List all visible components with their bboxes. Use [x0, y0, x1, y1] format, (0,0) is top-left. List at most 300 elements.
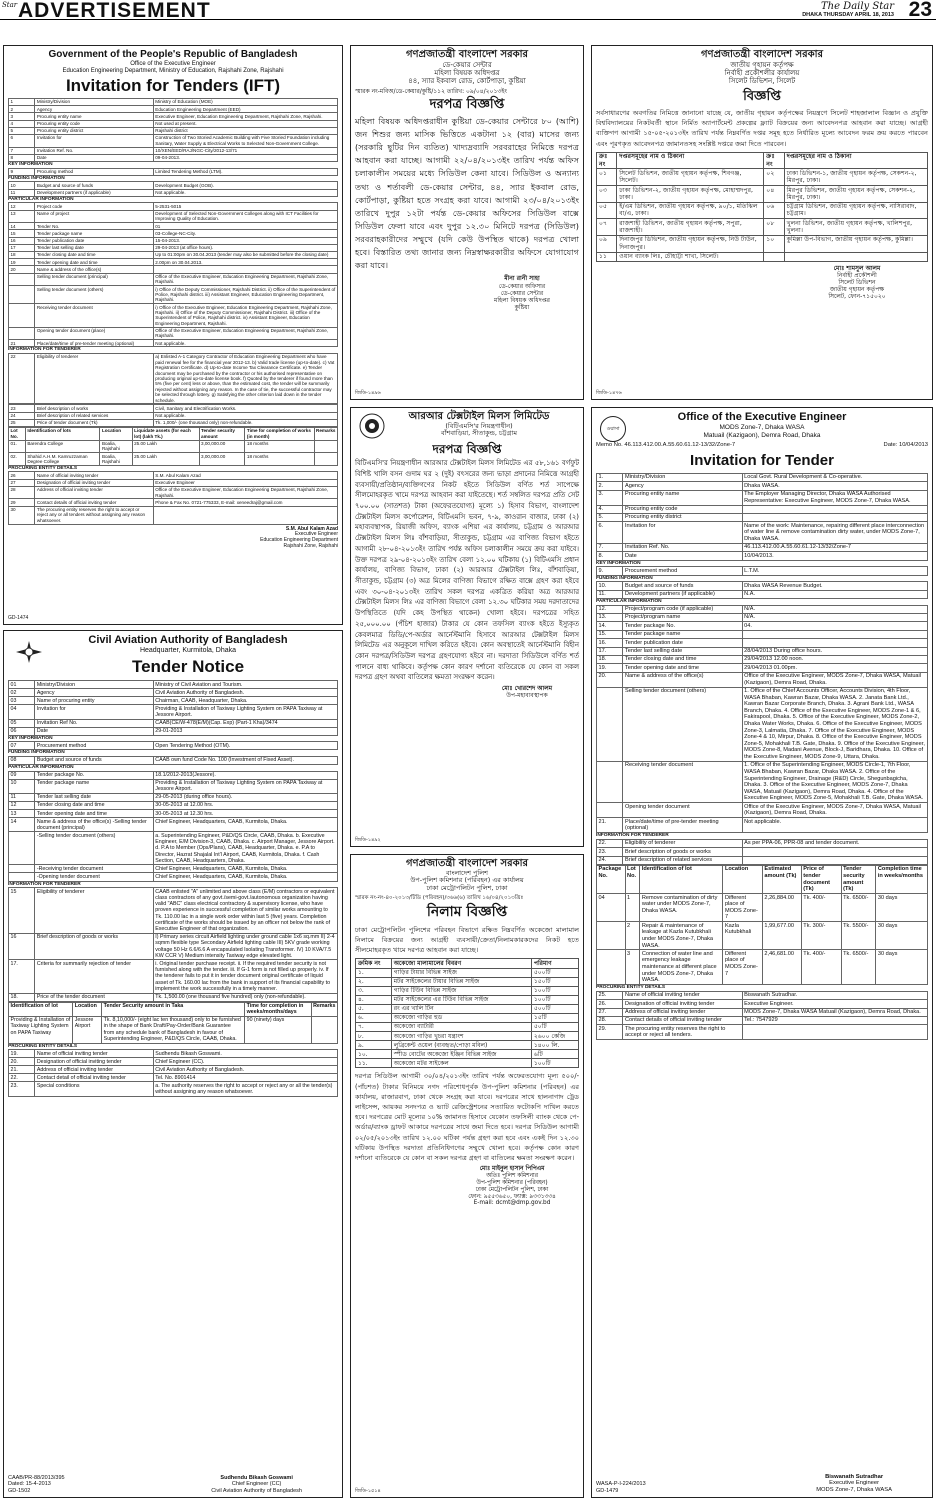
cell: Development Budget (GOB).	[153, 182, 337, 189]
cell: 15-04-2013.	[153, 237, 337, 244]
signatory-line: নির্বাহী প্রকৌশলী	[837, 271, 877, 279]
table-row	[9, 486, 338, 499]
cell: Ministry/Division	[35, 681, 153, 689]
cell: Kazla Kutubkhali	[723, 922, 762, 950]
ad-title: Invitation for Tenders (IFT)	[65, 75, 281, 95]
table-row	[597, 552, 928, 560]
cell: Selling tender document (others)	[35, 286, 153, 304]
cell: 01.	[9, 440, 26, 453]
cell: 30-05-2013 at 12.00 hrs.	[153, 802, 337, 810]
table-row	[597, 252, 928, 261]
cell: অকেজো ব্যাটারী	[391, 1022, 531, 1031]
table-row	[356, 1059, 579, 1068]
table-row	[9, 705, 338, 719]
cell: Date	[623, 552, 742, 560]
page-number: 23	[908, 0, 932, 21]
cell: 02	[9, 689, 35, 697]
cell: 08	[9, 757, 35, 765]
cell: Designation of official inviting tender	[623, 1000, 742, 1008]
cell: 21.	[597, 818, 623, 833]
cell: 16.	[597, 639, 623, 647]
signatory-line: ফোন: ৯৫৫৩৬৫০, ফ্যাক্স: ৯৩৩১৩৩৪	[468, 1193, 556, 1200]
cell: Address of official inviting tender	[623, 1008, 742, 1016]
table-row	[9, 106, 338, 113]
cell	[314, 440, 337, 453]
cell: 18 months	[245, 453, 314, 466]
signature-block	[475, 685, 579, 699]
table-row	[9, 210, 338, 223]
cell: Civil Aviation Authority of Bangladesh.	[153, 1066, 337, 1074]
table-row	[9, 99, 338, 106]
section-tenderer: INFORMATION FOR TENDERER	[8, 347, 81, 353]
cell: 23.	[597, 848, 623, 856]
table-row	[9, 412, 338, 419]
cell: 7.	[597, 543, 623, 551]
masthead	[0, 0, 936, 20]
cell: I) Primary series circuit Airfield lighting under ground cable 1x6 sq.mm II) 2-4 sqmm flexible type Secondary Airfield lighting cable III) 5KV grade working voltage 50 Hz 6.6/6.6 A encapsulated Isolating Transformer. IV) 10 KVA/7.5 KW CCR V) Medium intensity Taxiway edge elevated light.	[153, 933, 337, 960]
cell: Procuring entity name	[623, 490, 742, 505]
signatory-line: Executive Engineer	[294, 531, 338, 538]
table-row	[597, 630, 928, 638]
cell: 10	[9, 779, 35, 793]
particular-table	[596, 605, 928, 834]
table-row	[9, 120, 338, 127]
cell: 10/04/2013.	[742, 552, 927, 560]
cell: 24.	[597, 856, 623, 864]
caab-table	[8, 680, 338, 735]
table-row	[9, 273, 338, 286]
cell: Designation of official inviting tender	[35, 1058, 153, 1066]
cell: 25	[9, 419, 35, 426]
cell: Connection of water line and emergency leakage maintenance at different place under MODS Zone-7, Dhaka WASA.	[640, 950, 723, 985]
ift-table	[8, 98, 338, 162]
cell: Name of the work: Maintenance, repairing different place interconnection of water line & remove contamination dirty water, under MODS Zone-7, Dhaka WASA.	[742, 522, 927, 544]
cell: Tender opening date and time	[35, 259, 153, 266]
cell: Development partners (if applicable)	[623, 590, 742, 598]
table-row	[9, 1082, 338, 1096]
table-row	[9, 286, 338, 304]
table-row	[597, 839, 928, 847]
cell: Tk. 1,500.00 (one thousand five hundred) only (non-refundable).	[153, 993, 337, 1001]
column-header: Location	[73, 1002, 102, 1016]
cell: -Receiving tender document	[35, 865, 153, 873]
cell: গাড়ির টায়ার বিভিন্ন সাইজ	[391, 968, 531, 977]
cell: ১০.	[356, 1050, 392, 1059]
cell: 2,26,884.00	[762, 894, 801, 922]
cell	[764, 252, 784, 261]
cell: 10.	[597, 582, 623, 590]
cell: 90 (ninety) days	[245, 1016, 311, 1043]
wasa-logo-icon: ওয়াসা	[600, 416, 626, 442]
cell: 26.	[597, 1000, 623, 1008]
cell	[153, 506, 337, 524]
cell: 07	[9, 742, 35, 750]
table-row	[9, 832, 338, 865]
footer-line: WASA-P-I-224/2013	[596, 1481, 646, 1488]
table-header	[597, 866, 928, 894]
cell: মিরপুর ডিভিশন, জাতীয় গৃহায়ন কর্তৃপক্ষ, সেকশন-২, মিরপুর, ঢাকা।	[784, 186, 927, 203]
cell: 3	[9, 113, 35, 120]
cell: 25.00 Lakh	[132, 440, 199, 453]
cell: Project/program name	[623, 614, 742, 622]
cell	[597, 922, 626, 950]
funding-table	[8, 181, 338, 196]
cell: Tel.: 7547929	[742, 1017, 927, 1025]
table-row	[356, 1041, 579, 1050]
cell: মটর সাইকেলের এর টিউব বিভিন্ন সাইজ	[391, 995, 531, 1004]
cell: Procurement method	[35, 742, 153, 750]
cell: Address of official inviting tender	[35, 1066, 153, 1074]
ad-housing-sylhet	[591, 45, 933, 400]
cell: 8	[9, 154, 35, 161]
table-row	[9, 203, 338, 210]
cell: 29-05-2013 (during office hours).	[153, 794, 337, 802]
cell: Tel. No. 8901414	[153, 1074, 337, 1082]
cell: Dhaka WASA Revenue Budget.	[742, 582, 927, 590]
cell: Budget and source of funds	[623, 582, 742, 590]
cell: Tender closing date and time	[623, 655, 742, 663]
cell: The procuring entity reserves the right to accept or reject any or all tenders without assigning any reason whatsoever.	[35, 506, 153, 524]
memo-date: Date: 10/04/2013	[883, 442, 928, 449]
signature-block	[8, 527, 338, 551]
table-row	[9, 719, 338, 727]
ad-title: দরপত্র বিজ্ঞপ্তি	[432, 442, 502, 457]
cell: ৬.	[356, 1013, 392, 1022]
cell: 15	[9, 888, 35, 934]
cell: 25.00 Lakh	[132, 453, 199, 466]
cell: Chief Engineer, Headquarters, CAAB, Kurmitola, Dhaka.	[153, 818, 337, 832]
table-row	[9, 113, 338, 120]
ad-ref: স্মারক নং-নং-৪০-২০১৩/টিডি (পরিবহন)/৩৬৬(৬) তারিখ ১৬/০৪/২০১৩খ্রিঃ	[355, 894, 524, 901]
table-row	[356, 1013, 579, 1022]
cell: ১১	[597, 252, 617, 261]
section-procuring: PROCURING ENTITY DETAILS	[8, 1043, 78, 1049]
cell: 24	[9, 412, 35, 419]
cell: Executive Engineer, Education Engineering Department, Rajshahi Zone, Rajshahi.	[153, 113, 337, 120]
section-particular: PARTICULAR INFORMATION	[596, 599, 662, 605]
signatory-line: সিলেট ডিভিশন	[838, 278, 876, 286]
table-row	[9, 189, 338, 196]
cell: L.T.M.	[742, 567, 927, 575]
cell	[742, 1025, 927, 1040]
column-header: Remarks	[311, 1002, 337, 1016]
cell: Opening tender document	[623, 803, 742, 818]
cell: 2	[9, 106, 35, 113]
section-particular: PARTICULAR INFORMATION	[8, 196, 74, 202]
ad-footer	[596, 1481, 646, 1494]
cell: 11	[9, 794, 35, 802]
ad-code: GD-1502	[8, 1487, 31, 1494]
cell: Eligibility of tenderer	[35, 353, 153, 403]
signatory: মোঃ খোরশেদ আলম	[501, 685, 553, 693]
signatory-line: মহিলা বিষয়ক অধিদপ্তর	[494, 296, 550, 304]
cell: Tender No.	[35, 223, 153, 230]
table-row	[9, 771, 338, 779]
table-row	[597, 186, 928, 203]
cell: 1	[9, 99, 35, 106]
section-particular: PARTICULAR INFORMATION	[8, 765, 74, 771]
cell: Brief description of goods or works	[35, 933, 153, 960]
table-row	[9, 304, 338, 327]
ad-line: ৪৪, স্যার ইকবাল রোড, কোর্টপাড়া, কুষ্টিয়া	[408, 77, 526, 86]
table-row	[597, 639, 928, 647]
table-row	[9, 757, 338, 765]
cell: Tender last selling date	[623, 647, 742, 655]
cell: ০২	[764, 169, 784, 186]
ad-office: Office of the Executive Engineer	[677, 411, 847, 423]
cell: i) Office of the Deputy Commissioner, Rajshahi District. ii) Office of the Superintendent of Police, Rajshahi district. iii) Assistant Engineer, Education Engineering Department, Rajshahi.	[153, 286, 337, 304]
ad-title: দরপত্র বিজ্ঞপ্তি	[429, 96, 505, 112]
table-row	[9, 266, 338, 273]
cell: Chief Engineer, Headquarters, CAAB, Kurmitola, Dhaka.	[153, 873, 337, 881]
cell: Brief description of related services	[35, 412, 153, 419]
cell: Name of official inviting tender	[35, 1050, 153, 1058]
table-row	[597, 169, 928, 186]
cell: Price of tender document (Tk)	[35, 419, 153, 426]
table-row	[9, 794, 338, 802]
cell	[597, 950, 626, 985]
cell: 18.	[597, 655, 623, 663]
cell: 21.	[9, 1066, 35, 1074]
column-header: Liquidate assets (for each lot) (lakh Tk.)	[132, 427, 199, 440]
cell	[742, 848, 927, 856]
cell: Designation of official inviting tender	[35, 479, 153, 486]
ad-body: বিটিএমসি'র নিয়ন্ত্রণাধীন আরআর টেক্সটাইল মিলস লিমিটেড এর ৫৮,১৬১ বর্গফুট বিশিষ্ট খালি বসন গুদাম ঘর ২ (দুই) বৎসরের জন্য ভাড়া প্রদানের নিমিত্তে আগ্রহী ব্যবসায়ী/প্রতিষ্ঠান/ব্যক্তিগণের নিকট হইতে সিডিউল বর্ণিত শর্ত সাপেক্ষে সীলমোহরকৃত খামে দরপত্র আহবান করা যাইতেছে। শর্ত সম্বলিত দরপত্র প্রতি সেট ৭০০.০০ (সাতশত) টাকা (অফেরতযোগ্য) মূল্যে ১) হিসাব বিভাগ, বাংলাদেশ টেক্সটাইল মিলস কর্পোরেশন, বিটিএমসি ভবন, ৭-৯, কাওরান বাজার, ঢাকা (২) মহাব্যবস্থাপক, রিয়াজী অফিস, ব্যাংক এশিয়া এর কার্যালয়, চট্টগ্রাম ও আরআর টেক্সটাইল মিলস লিঃ বাঁশবাড়িয়া, সীতাকুন্ড, চট্টগ্রাম এর বাণিজ্য বিভাগ হইতে আগামী ২৮-০৪-২০১৩ইং তারিখ পর্যন্ত অফিস চলাকালীন সময়ে ক্রয় করা যাইবে। উক্ত দরপত্র ২৯-০৪-২০১৩ইং তারিখ বেলা ১২.০০ ঘটিকায় (১) বিটিএমসি প্রধান কার্যালয়, বাণিজ্য বিভাগ, ঢাকা (২) আরআর টেক্সটাইল লিঃ, বাঁশবাড়িয়া, সীতাকুন্ড, চট্টগ্রাম (৩) অত্র মিলের বাণিজ্য বিভাগে রক্ষিত বাক্সে গ্রহণ করা হইবে এবং ৩০-০৪-২০১৩ইং তারিখ সকল দরপত্র একত্রিত করিয়া অত্র আরআর টেক্সটাইল মিলস লিঃ এর বাণিজ্য বিভাগে বেলা ১২.৩০ ঘটিকার সময় দরদাতাদের উপস্থিতিতে (যদি কেহ উপস্থিত থাকেন) খোলা হইবে। দরপত্রের সহিত ২৫,০০০.০০ (পঁচিশ হাজার) টাকার যে কোন তফসিল ব্যাংক হইতে ইস্যুকৃত কেবলমাত্র ডিডি/পে-অর্ডার আর্নেস্টমানি হিসাবে আরআর টেক্সটাইল মিলস লিমিটেড এর অনুকূলে দাখিল করিতে হইবে। কোন অবস্থাতেই আর্নেস্টমানি বিহীন কোন দরপত্র/সিডিউল দরপত্র গ্রহণযোগ্য হইবে না। দরদাতা সিডিউলে বর্ণিত শর্ত পালনে বাধ্য থাকিবে। কর্তৃপক্ষ কোন কারণ দর্শানো ব্যতিরেকে যে কোন বা সকল দরপত্র গ্রহণ অথবা বাতিলের ক্ষমতা সংরক্ষণ করেন।	[355, 459, 579, 682]
cell: ৬টি	[531, 1050, 578, 1059]
ad-title: বিজ্ঞপ্তি	[743, 88, 781, 104]
cell: Boalia, Rajshahi	[100, 440, 132, 453]
cell	[9, 832, 35, 865]
signatory-line: কুষ্টিয়া	[514, 303, 530, 311]
cell	[9, 286, 35, 304]
cell: i) Office of the Executive Engineer, Education Engineering Department, Rajshahi Zone, Rajshahi. ii) Office of the Deputy Commissioner, Rajshahi District. iii) Office of the Superintendent of Police, Rajshahi district. iv) Assistant Engineer, Education Engineering Department, Rajshahi.	[153, 304, 337, 327]
cell: Place/date/time of pre-tender meeting (optional)	[623, 818, 742, 833]
cell: N/A.	[742, 614, 927, 622]
cell: Name & address of the office(s) -Selling tender document (principal)	[35, 818, 153, 832]
tenderer-table	[596, 839, 928, 865]
signature-block	[786, 265, 928, 300]
cell: 46.113.412.00.A.55.60.61.12-13/32/Zone-7	[742, 543, 927, 551]
cell: CAAB(CE/W-478(E/M)(Cap. Exp) (Part-1 Kha)/3474	[153, 719, 337, 727]
cell: Invitation Ref. No.	[623, 543, 742, 551]
cell	[9, 304, 35, 327]
cell: Not applicable.	[153, 340, 337, 347]
memo-line	[596, 442, 928, 449]
cell: ১৫০টি	[531, 977, 578, 986]
cell: 03	[9, 697, 35, 705]
cell: 18.	[9, 993, 35, 1001]
cell: As per PPA-06, PPR-08 and tender document.	[742, 839, 927, 847]
cell: 9.	[597, 567, 623, 575]
ad-line: MODS Zone-7, Dhaka WASA	[719, 423, 805, 431]
table-row	[597, 848, 928, 856]
cell: 14.	[597, 622, 623, 630]
table-row	[9, 1050, 338, 1058]
cell: 30 days	[876, 950, 928, 985]
cell: Name of official inviting tender	[623, 991, 742, 999]
cell: Tk. 6500/-	[841, 950, 876, 985]
cell: 27.	[597, 1008, 623, 1016]
column-header: Tender Security amount in Taka	[102, 1002, 245, 1016]
section-funding: FUNDING INFORMATION	[8, 750, 65, 756]
key-table	[596, 566, 928, 575]
cell: Invitation for	[35, 705, 153, 719]
cell: 28	[9, 486, 35, 499]
cell: Office of the Executive Engineer, Education Engineering Department, Rajshahi Zone, Rajshahi.	[153, 486, 337, 499]
ad-sub: Headquarter, Kurmitola, Dhaka	[139, 646, 237, 654]
ad-dept: Education Engineering Department, Ministry of Education, Rajshahi Zone, Rajshahi	[62, 67, 284, 74]
table-row	[356, 977, 579, 986]
cell: Invitation for	[623, 522, 742, 544]
cell: Procuring entity district	[35, 127, 153, 134]
table-row	[9, 865, 338, 873]
table-row	[9, 873, 338, 881]
ad-line: জাতীয় গৃহায়ন কর্তৃপক্ষ	[730, 60, 794, 69]
cell: Procuring entity name	[35, 113, 153, 120]
cell: Invitation Ref No.	[35, 719, 153, 727]
cell: Tender publication date	[623, 639, 742, 647]
cell: 12	[9, 203, 35, 210]
ad-body: সর্বসাধারণের অবগতির নিমিত্তে জানানো যাচ্ছে যে, জাতীয় গৃহায়ন কর্তৃপক্ষের নিয়ন্ত্রণে সিলেট শাহজালাল বিজ্ঞান ও প্রযুক্তি বিশ্ববিদ্যালয়ের নিকটবর্তী স্থানে নির্মিত অ্যাপার্টমেন্ট প্রকল্পের ফ্ল্যাট বিক্রয়ের জন্য আবেদনপত্র আহবান করা যাচ্ছে। আগ্রহী ব্যক্তিগণ আগামী ১৫-০৫-২০১৩ইং তারিখ পর্যন্ত নিম্নবর্ণিত দপ্তর সমূহ হতে নির্ধারিত মূল্যে আবেদন ফরম ক্রয় করতে পারবেন এবং পূরণকৃত আবেদনপত্র জামানতসহ সংশ্লিষ্ট দপ্তরে জমা দিতে পারবেন।	[596, 108, 928, 148]
newspaper-name: The Daily Star	[820, 1, 894, 12]
column-header: Tender security amount	[199, 427, 245, 440]
key-table	[8, 168, 338, 176]
ad-title: Tender Notice	[131, 657, 245, 677]
cell: 23	[9, 405, 35, 412]
cell: কুমিল্লা উপ-বিভাগ, জাতীয় গৃহায়ন কর্তৃপক্ষ, কুমিল্লা।	[784, 235, 927, 252]
cell: রাজশাহী ডিভিশন, জাতীয় গৃহায়ন কর্তৃপক্ষ, সপুরা, রাজশাহী।	[617, 219, 764, 236]
cell: 01	[9, 681, 35, 689]
signatory-line: সিলেট, ফোন-৭১৫০২০	[828, 293, 886, 301]
cell: ৫০০টি	[531, 968, 578, 977]
cell: Tender opening date and time	[35, 810, 153, 818]
cell: 3	[625, 950, 640, 985]
signature-block	[445, 1166, 579, 1207]
column-header: ক্রঃ নং	[764, 152, 784, 169]
cell: 20.	[597, 672, 623, 687]
cell: Tender publication date	[35, 237, 153, 244]
table-row	[9, 259, 338, 266]
table-row	[597, 672, 928, 687]
cell: 13	[9, 210, 35, 223]
cell: Providing & Installation of Taxiway Lighting System on PAPA Taxiway at Jessore Airport.	[153, 705, 337, 719]
table-row	[597, 687, 928, 761]
cell: 29/04/2013 01.00pm.	[742, 664, 927, 672]
cell: Procurement method	[623, 567, 742, 575]
table-row	[9, 727, 338, 735]
cell: চট্টগ্রাম ডিভিশন, জাতীয় গৃহায়ন কর্তৃপক্ষ, নাসিরাবাদ, চট্টগ্রাম।	[784, 202, 927, 219]
lot-table	[596, 865, 928, 985]
ad-daycare-kushtia	[350, 45, 584, 400]
ad-line: ঢাকা মেট্রোপলিটন পুলিশ, ঢাকা	[426, 884, 508, 893]
lot-table	[8, 427, 338, 466]
cell: রং এর খালি টিন	[391, 1004, 531, 1013]
signatory-line: MODS Zone-7, Dhaka WASA	[816, 1487, 892, 1494]
cell: ১০০টি	[531, 986, 578, 995]
table-header	[597, 152, 928, 169]
table-row	[9, 440, 338, 453]
column-header: অকেজো মালামালের বিবরণ	[391, 959, 531, 968]
cell: -Selling tender document (others)	[35, 832, 153, 865]
cell: ৫.	[356, 1004, 392, 1013]
section-tenderer: INFORMATION FOR TENDERER	[8, 881, 81, 887]
cell: Eligibility of tenderer	[623, 839, 742, 847]
section-funding: FUNDING INFORMATION	[8, 175, 65, 181]
cell: Not used at present.	[153, 120, 337, 127]
cell: 3.	[597, 490, 623, 505]
table-row	[9, 154, 338, 161]
cell: অকেজো মটর সাইকেল	[391, 1059, 531, 1068]
cell: The Employer Managing Director, Dhaka WASA Authorised Representative: Executive Engineer, MODS Zone-7, Dhaka WASA.	[742, 490, 927, 505]
cell: Address of official inviting tender	[35, 486, 153, 499]
cell: Ministry/Division	[35, 99, 153, 106]
cell: 25.	[597, 991, 623, 999]
ad-line: ডে-কেয়ার সেন্টার	[442, 60, 492, 69]
cell	[9, 273, 35, 286]
cell: Construction of Two Storied Academic Building with Five Storied Foundation including Sanitary, Water Supply & Electrical Works to Selected Non-Government College.	[153, 134, 337, 147]
cell: Tender package No.	[623, 622, 742, 630]
cell: 5-2531-5015	[153, 203, 337, 210]
section-funding: FUNDING INFORMATION	[596, 575, 653, 581]
caab-emblem-icon	[14, 637, 44, 667]
cell: Criteria for summarily rejection of tender	[35, 960, 153, 993]
cell: ০১	[597, 169, 617, 186]
cell: Tender package No.	[35, 771, 153, 779]
table-row	[597, 894, 928, 922]
cell: 01	[153, 223, 337, 230]
cell: Brief description of goods or works	[623, 848, 742, 856]
cell: 17.	[9, 960, 35, 993]
cell: দিনাজপুর ডিভিশন, জাতীয় গৃহায়ন কর্তৃপক্ষ, নিউ টাউন, দিনাজপুর।	[617, 235, 764, 252]
cell: 30-05-2013 at 12.30 hrs.	[153, 810, 337, 818]
signatory-line: অতিঃ পুলিশ কমিশনার	[486, 1173, 538, 1180]
auction-table	[355, 958, 579, 1068]
cell: Phone & Fax No. 0721-775333, E-mail: xeneedraj@gmail.com	[153, 499, 337, 506]
table-row	[597, 543, 928, 551]
table-row	[9, 182, 338, 189]
cell: a. Superintending Engineer, P&D/QS Circle, CAAB, Dhaka. b. Executive Engineer, E/M Division-3, CAAB, Dhaka. c. Airport Manager, Jessore Airport. d. P.A to Member (Ops/Plans), CAAB, Headquarter, Dhaka. e. P.A to Director, Hazrat Shajalal Int'l Airport, CAAB, Kurmitola, Dhaka. f. Cash Section, CAAB, Headquarters, Dhaka.	[153, 832, 337, 865]
table-row	[9, 1058, 338, 1066]
ad-line: বাঁশবাড়িয়া, সীতাকুন্ড, চট্টগ্রাম	[441, 429, 517, 438]
cell: Budget and source of funds	[35, 182, 153, 189]
cell: 1	[625, 894, 640, 922]
column-header: Completion time in weeks/months	[876, 866, 928, 894]
table-row	[597, 1000, 928, 1008]
cell: 19.	[9, 1050, 35, 1058]
table-row	[9, 353, 338, 403]
cell: 20	[9, 266, 35, 273]
cell: অকেজো গাড়ির খুচরা যন্ত্রাংশ	[391, 1032, 531, 1041]
cell: Project code	[35, 203, 153, 210]
cell	[597, 687, 623, 761]
lot-table	[8, 1002, 338, 1044]
cell: 22.	[597, 839, 623, 847]
ad-code: GD-1479	[596, 1487, 619, 1494]
cell: 15	[9, 230, 35, 237]
cell: 2.00pm on 30.04.2013.	[153, 259, 337, 266]
table-row	[9, 681, 338, 689]
table-row	[597, 490, 928, 505]
cell: 09	[9, 771, 35, 779]
ad-code: GD-1474	[8, 615, 29, 622]
column-header: Identification of lot	[9, 1002, 73, 1016]
table-row	[9, 933, 338, 960]
table-header	[356, 959, 579, 968]
column-header: Time for completion of works (in month)	[245, 427, 314, 440]
cell: 04	[597, 894, 626, 922]
column-header: Package No.	[597, 866, 626, 894]
cell: Tender closing date and time	[35, 802, 153, 810]
